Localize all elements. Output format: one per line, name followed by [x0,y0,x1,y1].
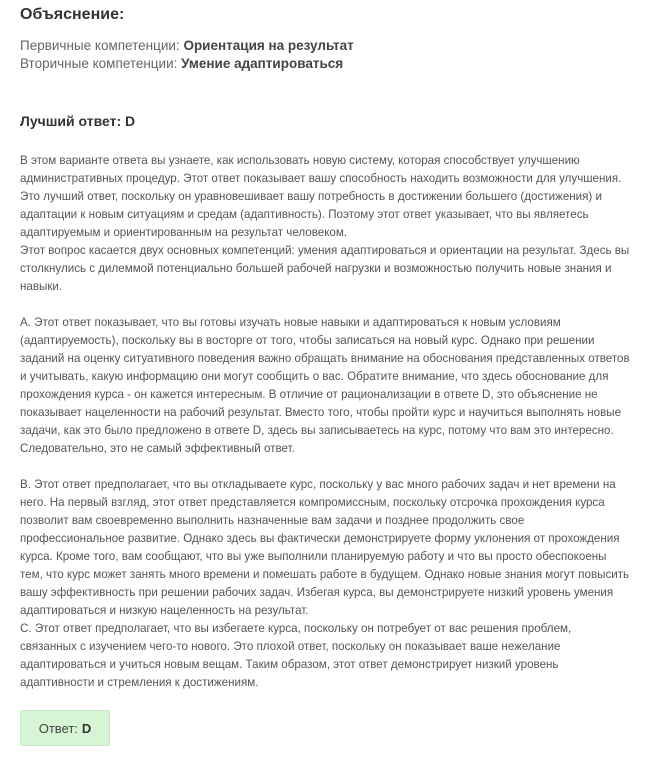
answer-label: Ответ: [38,720,78,736]
competencies [20,37,354,73]
primary-competency-value: Ориентация на результат [183,38,354,53]
primary-competency-label: Первичные компетенции: [20,38,180,53]
show-answer-button[interactable] [20,710,110,746]
answer-value: D [81,720,92,736]
paragraph-intro: В этом варианте ответа вы узнаете, как использовать новую систему, которая способствует улучшению административных процедур. Этот ответ показывает вашу способность находить возможности для улучшения. Это лучший ответ, поскольку он уравновешивает вашу потребность в достижении большего (достижения) и адаптации к новым ситуациям и средам (адаптивность). Поэтому этот ответ указывает, что вы являетесь адаптируемым и ориентированным на результат человеком. [20,154,622,239]
secondary-competency-value: Умение адаптироваться [181,56,344,71]
paragraph-option-c: С. Этот ответ предполагает, что вы избегаете курса, поскольку он потребует от вас решения проблем, связанных с изучением чего-то нового. Это плохой ответ, поскольку он показывает ваше нежелание адаптироваться и учиться новым вещам. Таким образом, этот ответ демонстрирует низкий уровень адаптивности и стремления к достижениям. [20,622,572,689]
explanation-heading: Объяснение: [20,6,125,23]
paragraph-intro-2: Этот вопрос касается двух основных компетенций: умения адаптироваться и ориентации на результат. Здесь вы столкнулись с дилеммой потенциально большей рабочей нагрузки и возможностью получить новые знания и навыки. [20,244,630,293]
secondary-competency [20,55,354,73]
explanation-body [20,152,630,710]
best-answer: Лучший ответ: D [20,113,136,129]
primary-competency [20,37,354,55]
paragraph-option-b: В. Этот ответ предполагает, что вы откладываете курс, поскольку у вас много рабочих задач и нет времени на него. На первый взгляд, этот ответ представляется компромиссным, поскольку отсрочка прохождения курса позволит вам своевременно выполнить назначенные вам задачи и позднее продолжить свое профессиональное развитие. Однако здесь вы фактически демонстрируете форму уклонения от прохождения курса. Кроме того, вам сообщают, что вы уже выполнили планируемую работу и что вы просто обеспокоены тем, что курс может занять много времени и помешать работе в будущем. Однако новые знания могут повысить вашу эффективность при решении рабочих задач. Избегая курса, вы демонстрируете низкий уровень умения адаптироваться и низкую нацеленность на результат. [20,478,630,617]
secondary-competency-label: Вторичные компетенции: [20,56,178,71]
paragraph-option-a: А. Этот ответ показывает, что вы готовы изучать новые навыки и адаптироваться к новым условиям (адаптируемость), поскольку вы в восторге от того, чтобы записаться на новый курс. Однако при решении заданий на оценку ситуативного поведения важно обращать внимание на обоснования представленных ответов и учитывать, какую информацию они могут сообщить о вас. Обратите внимание, что здесь обоснование для прохождения курса - он кажется интересным. В отличие от рационализации в ответе D, это объяснение не показывает нацеленности на рабочий результат. Вместо того, чтобы пройти курс и научиться выполнять новые задачи, как это было предложено в ответе D, здесь вы записываетесь на курс, потому что вам это интересно. Следовательно, это не самый эффективный ответ. [20,316,630,455]
